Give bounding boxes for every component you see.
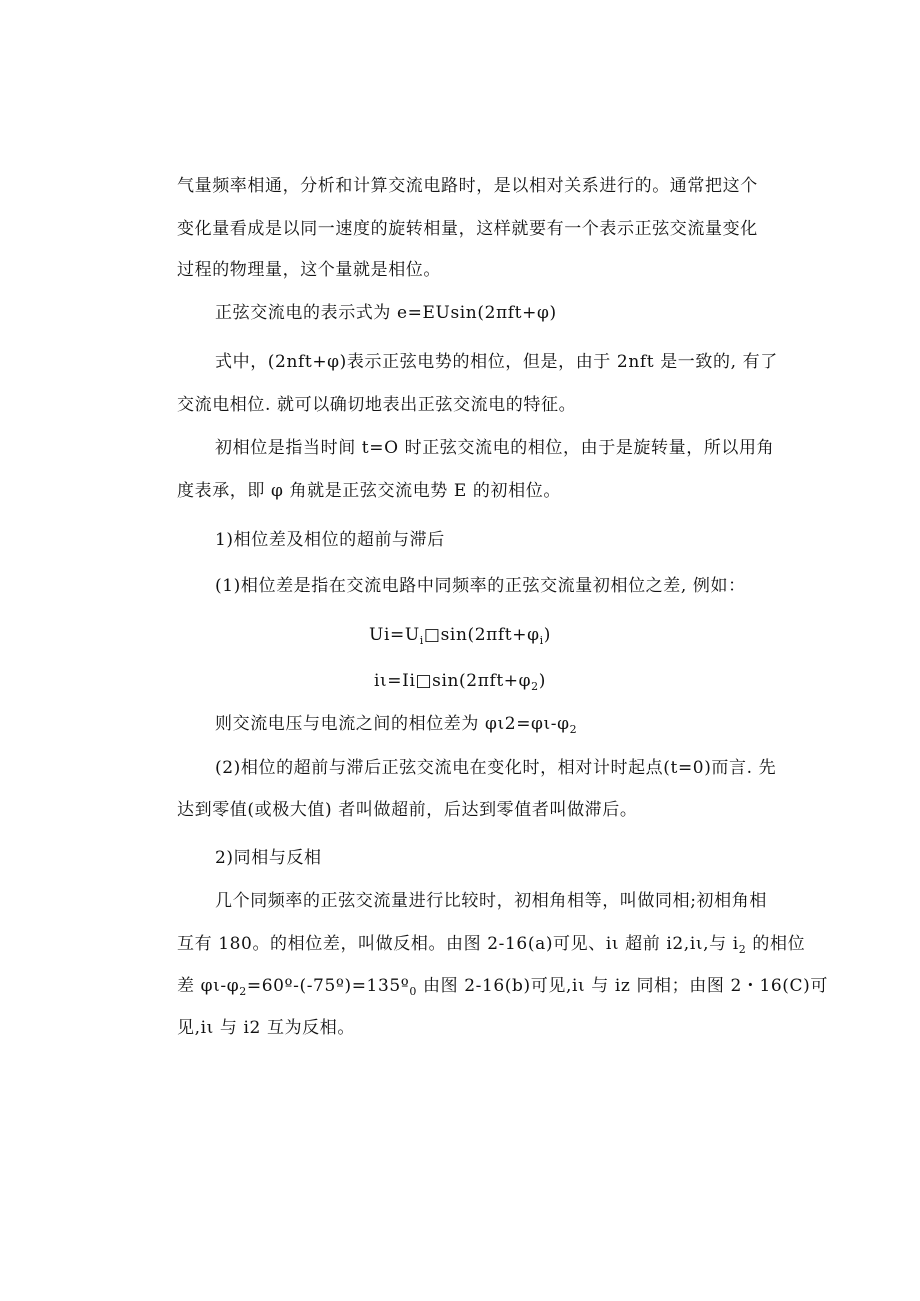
paragraph-9-line-1: 几个同频率的正弦交流量进行比较时，初相角相等，叫做同相;初相角相 xyxy=(215,891,767,911)
paragraph-1-line-2: 变化量看成是以同一速度的旋转相量，这样就要有一个表示正弦交流量变化 xyxy=(177,219,758,239)
paragraph-9-line-2-tail: 的相位 xyxy=(746,934,806,954)
formula-voltage xyxy=(0,623,920,653)
formula-current-sub-1: 2 xyxy=(531,680,539,693)
phase-difference-sub: 2 xyxy=(569,723,578,736)
paragraph-9-line-3-part-b: =60º-(-75º)=135º xyxy=(246,976,410,996)
formula-voltage-part-c: ) xyxy=(543,625,551,645)
paragraph-4-line-1: 初相位是指当时间 t=O 时正弦交流电的相位，由于是旋转量，所以用角 xyxy=(215,438,775,458)
formula-voltage-sub-1: i xyxy=(419,634,424,647)
paragraph-9-line-3-sub-2: 0 xyxy=(409,985,417,998)
paragraph-7-line-1: (2)相位的超前与滞后正弦交流电在变化时，相对计时起点(t=0)而言. 先 xyxy=(215,758,777,778)
section-heading-1: 1)相位差及相位的超前与滞后 xyxy=(215,530,445,550)
paragraph-9-line-3-part-c: 由图 2-16(b)可见,iι 与 iz 同相；由图 2・16(C)可 xyxy=(417,976,828,996)
formula-voltage-part-a: Ui=U xyxy=(369,625,420,645)
section-heading-2: 2)同相与反相 xyxy=(215,848,322,868)
paragraph-1-line-1: 气量频率相通，分析和计算交流电路时，是以相对关系进行的。通常把这个 xyxy=(177,176,758,196)
formula-voltage-sub-2: i xyxy=(539,634,544,647)
paragraph-9-line-2-text: 互有 180。的相位差，叫做反相。由图 2-16(a)可见、iι 超前 i2,iι,与 i xyxy=(177,934,739,954)
paragraph-3-line-1: 式中，(2nft+φ)表示正弦电势的相位，但是，由于 2nft 是一致的, 有了 xyxy=(215,352,778,372)
paragraph-9-line-4: 见,iι 与 i2 互为反相。 xyxy=(177,1018,355,1038)
formula-current-part-a: iι=Ii□sin(2πft+φ xyxy=(373,671,532,691)
paragraph-1-line-3: 过程的物理量，这个量就是相位。 xyxy=(177,260,441,280)
formula-current xyxy=(0,669,920,699)
paragraph-9-line-3 xyxy=(177,974,828,1004)
paragraph-9-line-2 xyxy=(177,932,805,962)
paragraph-9-line-3-part-a: 差 φι-φ xyxy=(177,976,240,996)
paragraph-9-line-3-sub-1: 2 xyxy=(239,985,247,998)
phase-difference-text: 则交流电压与电流之间的相位差为 φι2=φι-φ xyxy=(215,714,570,734)
formula-current-part-b: ) xyxy=(538,671,546,691)
formula-voltage-part-b: □sin(2πft+φ xyxy=(423,625,540,645)
paragraph-7-line-2: 达到零值(或极大值) 者叫做超前，后达到零值者叫做滞后。 xyxy=(177,800,638,820)
phase-difference-line xyxy=(215,712,577,742)
paragraph-9-line-2-sub: 2 xyxy=(738,943,747,956)
paragraph-4-line-2: 度表承，即 φ 角就是正弦交流电势 E 的初相位。 xyxy=(177,481,561,501)
formula-intro-line: 正弦交流电的表示式为 e=EUsin(2πft+φ) xyxy=(215,303,557,323)
paragraph-3-line-2: 交流电相位. 就可以确切地表出正弦交流电的特征。 xyxy=(177,395,577,415)
paragraph-6-line-1: (1)相位差是指在交流电路中同频率的正弦交流量初相位之差, 例如： xyxy=(215,576,746,596)
